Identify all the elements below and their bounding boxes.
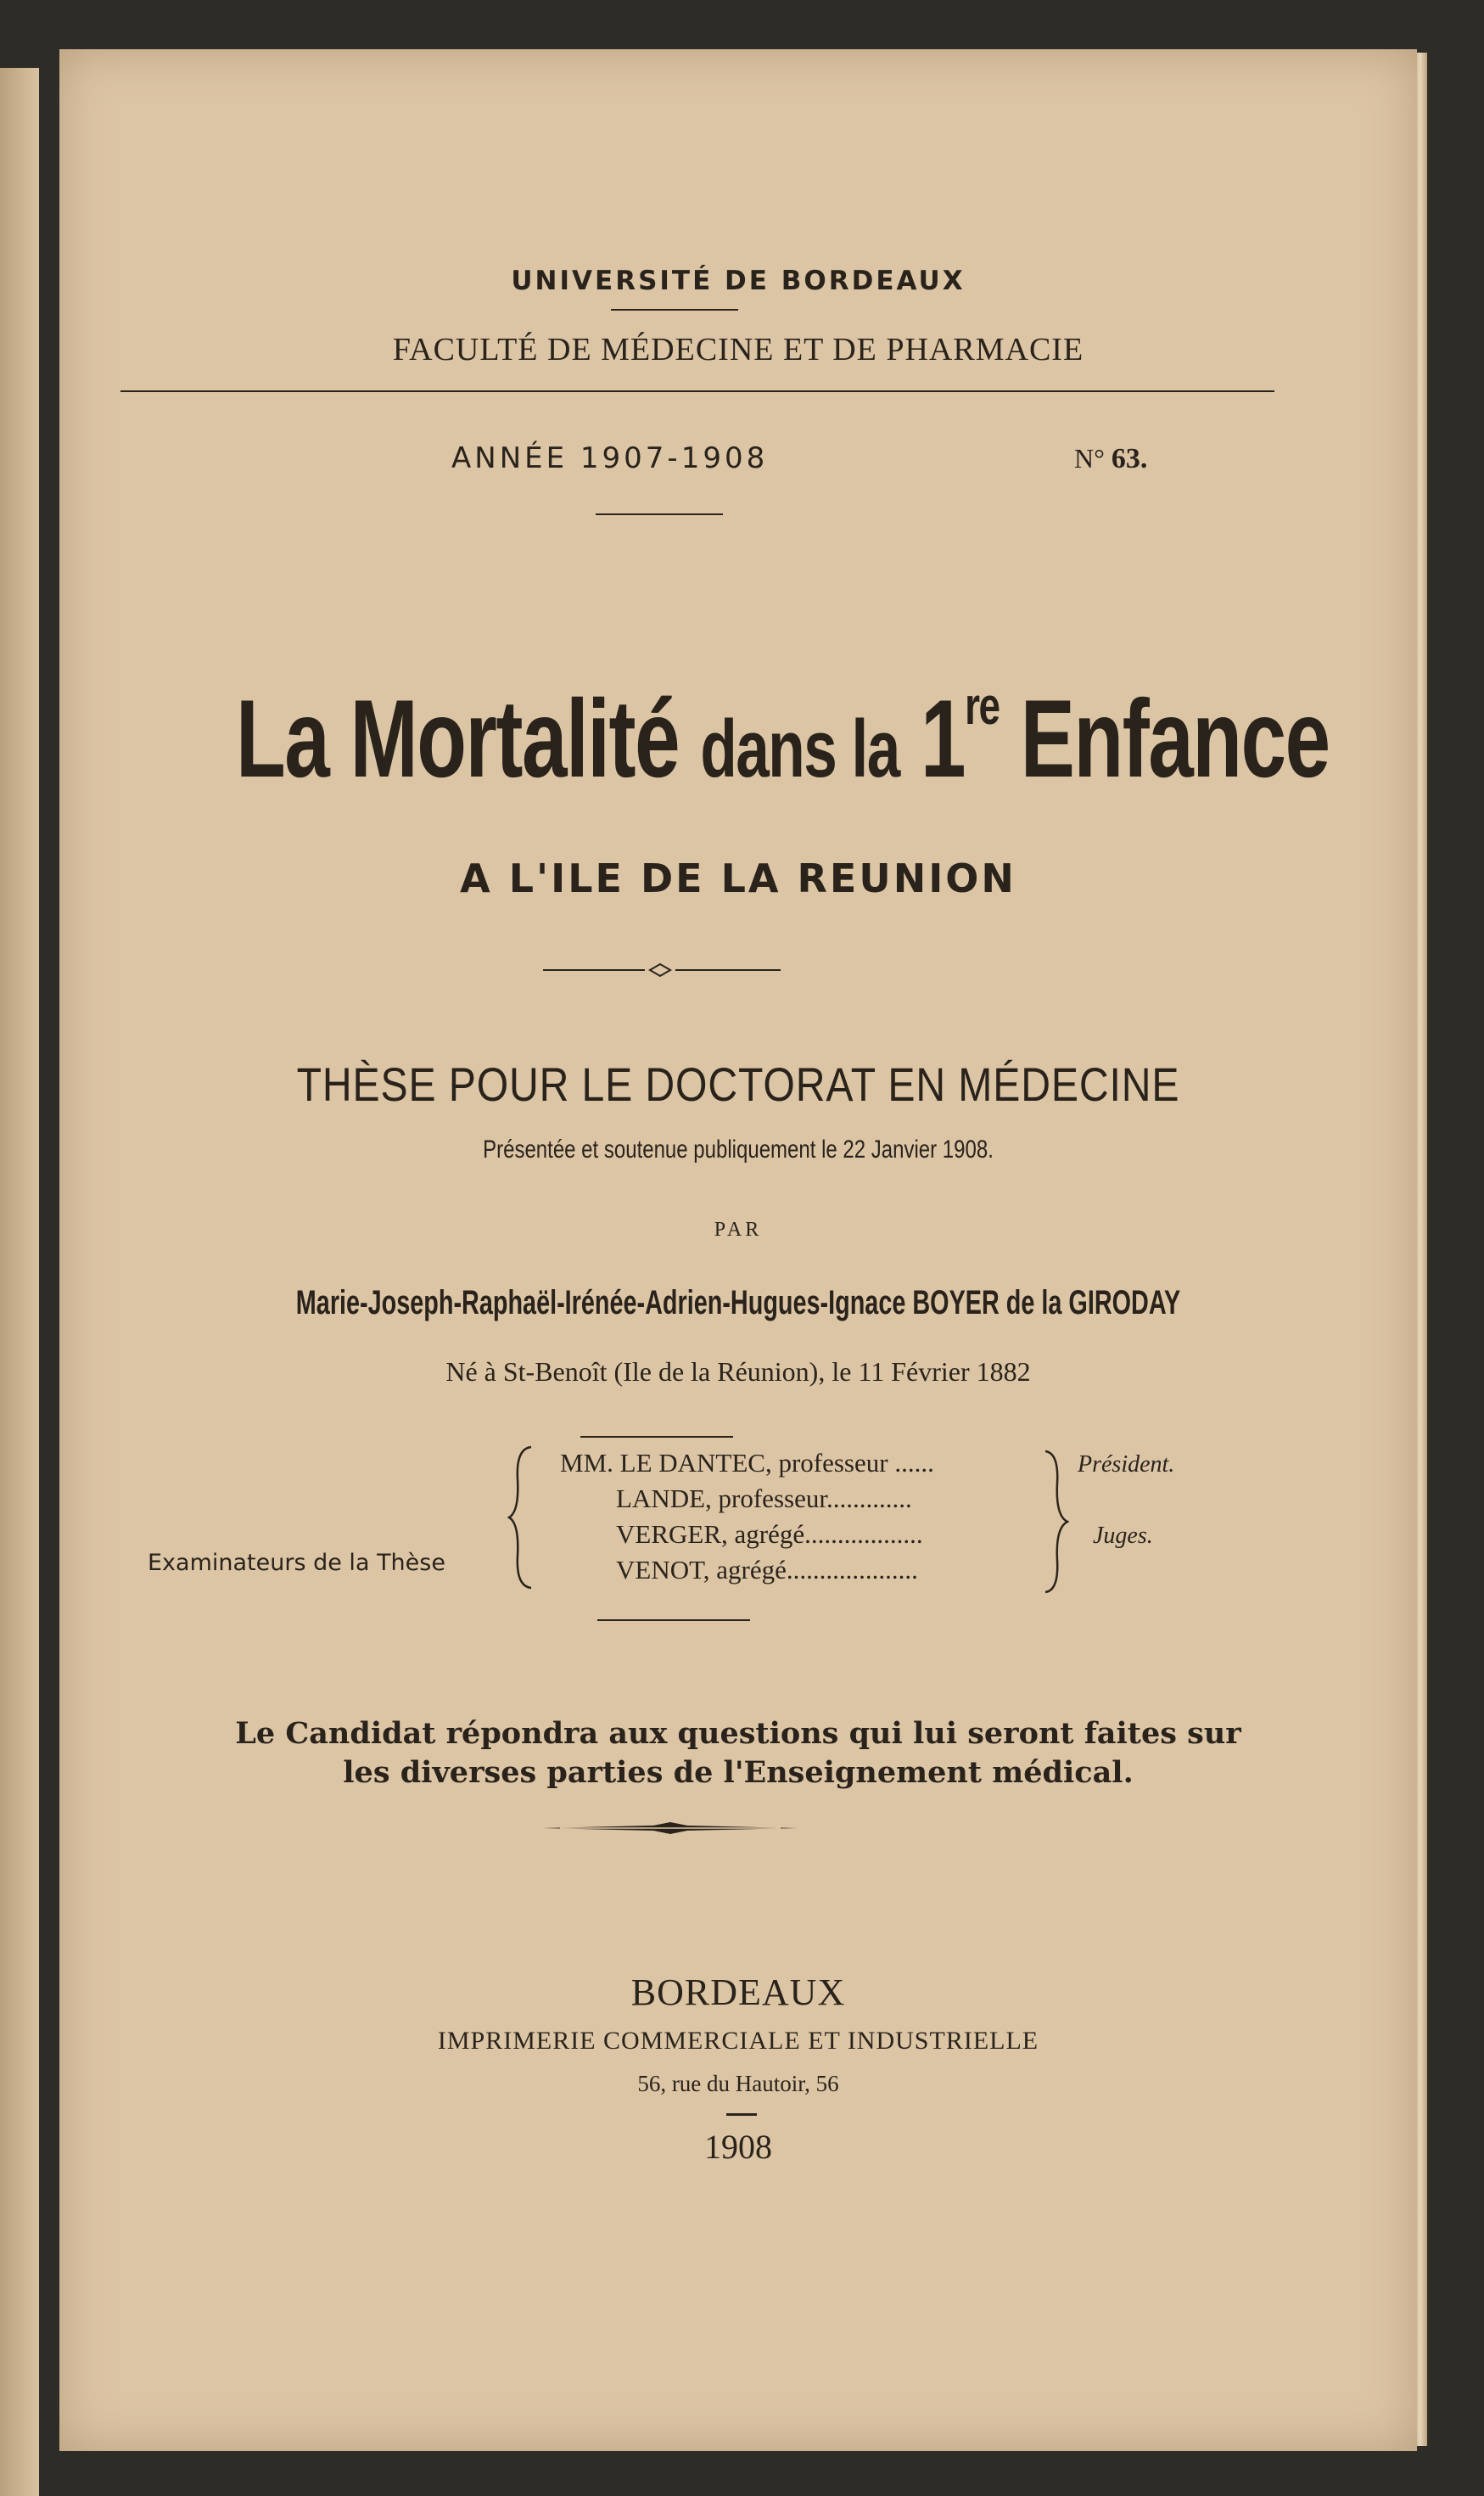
- number-prefix: N°: [1074, 443, 1105, 474]
- printer-address: 56, rue du Hautoir, 56: [637, 2071, 839, 2096]
- examiner-venot: VENOT, agrégé....................: [616, 1555, 918, 1585]
- title-word-dans-la: dans la: [700, 704, 899, 794]
- defense-date: Présentée et soutenue publiquement le 22 Janvier 1908.: [483, 1136, 994, 1164]
- author-birth: Né à St-Benoît (Ile de la Réunion), le 11 Février 1882: [445, 1356, 1031, 1387]
- page-stack-edge: [1415, 53, 1427, 2446]
- author-name: Marie-Joseph-Raphaël-Irénée-Adrien-Hugues-Ignace BOYER de la GIRODAY: [295, 1284, 1181, 1321]
- thesis-subtitle: A L'ILE DE LA REUNION: [460, 855, 1016, 901]
- short-rule: [580, 1436, 733, 1438]
- thesis-title: [236, 643, 1330, 813]
- role-president: Président.: [1078, 1451, 1175, 1478]
- right-brace: [1044, 1450, 1069, 1594]
- title-word-mortalite: Mortalité: [350, 676, 680, 800]
- printer-name: IMPRIMERIE COMMERCIALE ET INDUSTRIELLE: [437, 2027, 1039, 2055]
- candidate-notice: [59, 1714, 1417, 1792]
- examiners-label: Examinateurs de la Thèse: [148, 1550, 445, 1576]
- number-value: 63.: [1111, 443, 1148, 474]
- title-page: [59, 49, 1417, 2451]
- facing-page-edge: [0, 68, 39, 2496]
- thesis-number: [1074, 443, 1147, 475]
- examiner-le-dantec: MM. LE DANTEC, professeur ......: [560, 1448, 934, 1478]
- title-word-1: 1: [921, 676, 966, 800]
- faculty-name: FACULTÉ DE MÉDECINE ET DE PHARMACIE: [392, 332, 1084, 367]
- notice-line-1: Le Candidat répondra aux questions qui lui seront faites sur: [235, 1716, 1241, 1751]
- par-label: PAR: [714, 1219, 763, 1241]
- examiner-verger: VERGER, agrégé..................: [616, 1519, 923, 1549]
- title-word-la: La: [236, 676, 329, 800]
- left-brace: [507, 1445, 536, 1590]
- publication-year: 1908: [704, 2128, 772, 2166]
- thesis-heading: THÈSE POUR LE DOCTORAT EN MÉDECINE: [296, 1057, 1180, 1111]
- short-rule: [726, 2113, 757, 2116]
- role-juges: Juges.: [1093, 1523, 1153, 1549]
- title-word-enfance: Enfance: [1020, 676, 1330, 800]
- title-sup-re: re: [965, 677, 1000, 736]
- header-divider: [120, 390, 1274, 392]
- examiner-lande: LANDE, professeur.............: [616, 1484, 912, 1513]
- short-rule: [596, 513, 723, 515]
- notice-line-2: les diverses parties de l'Enseignement médical.: [343, 1755, 1134, 1790]
- short-rule: [597, 1619, 750, 1621]
- publication-city: BORDEAUX: [630, 1972, 846, 2013]
- ornament-divider: [543, 1820, 798, 1837]
- ornament-divider: [543, 960, 781, 980]
- university-name: UNIVERSITÉ DE BORDEAUX: [511, 266, 966, 296]
- short-rule: [611, 309, 738, 311]
- academic-year: ANNÉE 1907-1908: [451, 441, 769, 475]
